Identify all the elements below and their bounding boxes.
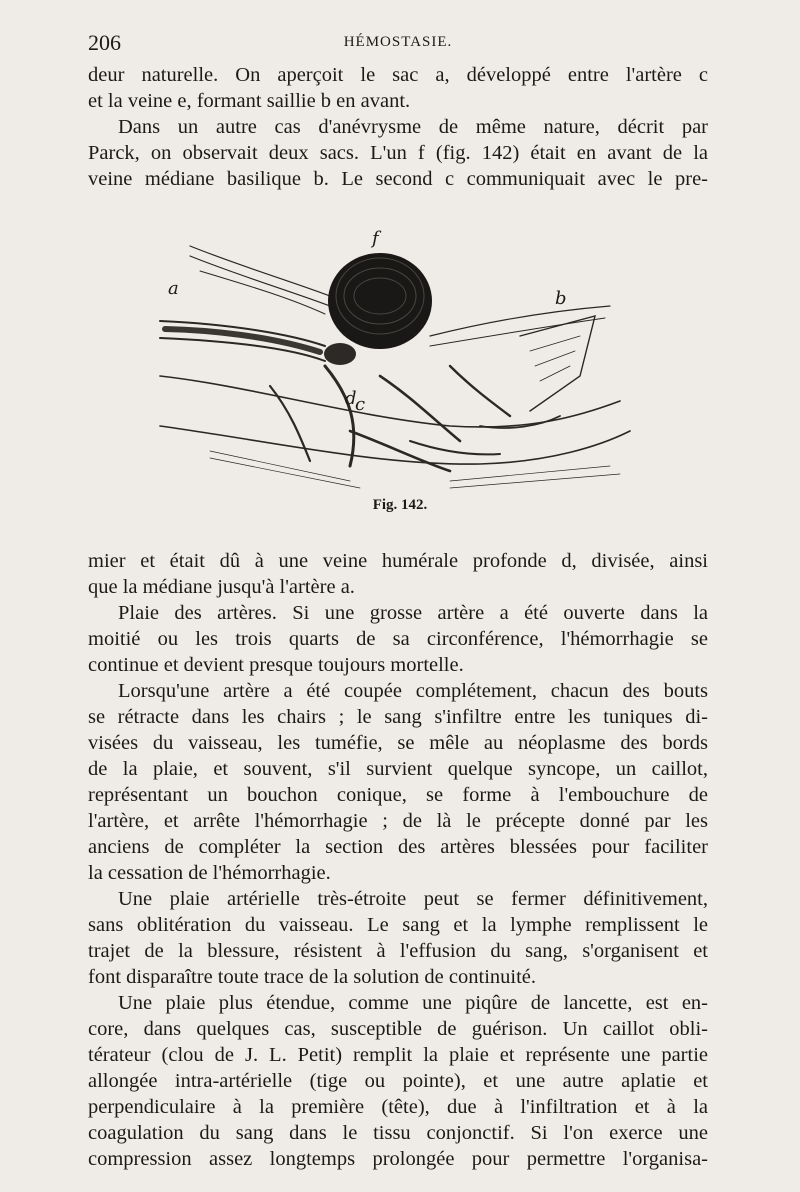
text-line: coagulation du sang dans le tissu conjonctif. Si l'on exerce une (88, 1122, 708, 1144)
text-line: continue et devient presque toujours mortelle. (88, 654, 464, 676)
label-b: b (555, 288, 567, 309)
text-line: se rétracte dans les chairs ; le sang s'infiltre entre les tuniques di- (88, 706, 708, 728)
text-line: Plaie des artères. Si une grosse artère a été ouverte dans la (118, 602, 708, 624)
text-line: trajet de la blessure, résistent à l'effusion du sang, s'organisent et (88, 940, 708, 962)
text-line: la cessation de l'hémorrhagie. (88, 862, 331, 884)
text-line: anciens de compléter la section des artères blessées pour faciliter (88, 836, 708, 858)
text-line: que la médiane jusqu'à l'artère a. (88, 576, 355, 598)
text-line: core, dans quelques cas, susceptible de guérison. Un caillot obli- (88, 1018, 708, 1040)
page-number: 206 (88, 30, 121, 55)
text-line: deur naturelle. On aperçoit le sac a, développé entre l'artère c (88, 64, 708, 86)
text-line: allongée intra-artérielle (tige ou pointe), et une autre aplatie et (88, 1070, 708, 1092)
text-line: Une plaie plus étendue, comme une piqûre de lancette, est en- (118, 992, 708, 1014)
text-line: perpendiculaire à la première (tête), due à l'infiltration et à la (88, 1096, 708, 1118)
label-f: f (372, 228, 379, 249)
label-c: c (355, 394, 366, 415)
text-line: compression assez longtemps prolongée pour permettre l'organisa- (88, 1148, 708, 1170)
text-line: Une plaie artérielle très-étroite peut se fermer définitivement, (118, 888, 708, 910)
label-d: d (345, 388, 357, 409)
text-line: Dans un autre cas d'anévrysme de même nature, décrit par (118, 116, 708, 138)
text-line: moitié ou les trois quarts de sa circonférence, l'hémorrhagie se (88, 628, 708, 650)
text-line: font disparaître toute trace de la solution de continuité. (88, 966, 537, 988)
aneurysm-sac-c (324, 343, 356, 365)
text-line: de la plaie, et souvent, s'il survient quelque syncope, un caillot, (88, 758, 708, 780)
body-text (88, 548, 708, 1172)
aneurysm-sac-f (328, 253, 432, 349)
text-line: sans oblitération du vaisseau. Le sang et la lymphe remplissent le (88, 914, 708, 936)
text-line: l'artère, et arrête l'hémorrhagie ; de là le précepte donné par les (88, 810, 708, 832)
page-header (88, 30, 708, 60)
text-line: térateur (clou de J. L. Petit) remplit la plaie et représente une partie (88, 1044, 708, 1066)
aneurysm-illustration (150, 226, 650, 516)
running-head: HÉMOSTASIE. (343, 34, 453, 50)
text-line: mier et était dû à une veine humérale profonde d, divisée, ainsi (88, 550, 708, 572)
text-line: visées du vaisseau, les tuméfie, se mêle au néoplasme des bords (88, 732, 708, 754)
text-line: représentant un bouchon conique, se forme à l'embouchure de (88, 784, 708, 806)
text-line: et la veine e, formant saillie b en avant. (88, 90, 411, 112)
text-line: Lorsqu'une artère a été coupée complétement, chacun des bouts (118, 680, 708, 702)
figure-caption: Fig. 142. (372, 497, 428, 513)
label-a: a (168, 278, 179, 299)
anatomical-figure-142 (150, 226, 650, 516)
text-line: Parck, on observait deux sacs. L'un f (fig. 142) était en avant de la (88, 142, 708, 164)
paragraph-1 (88, 62, 708, 192)
text-line: veine médiane basilique b. Le second c communiquait avec le pre- (88, 168, 708, 190)
